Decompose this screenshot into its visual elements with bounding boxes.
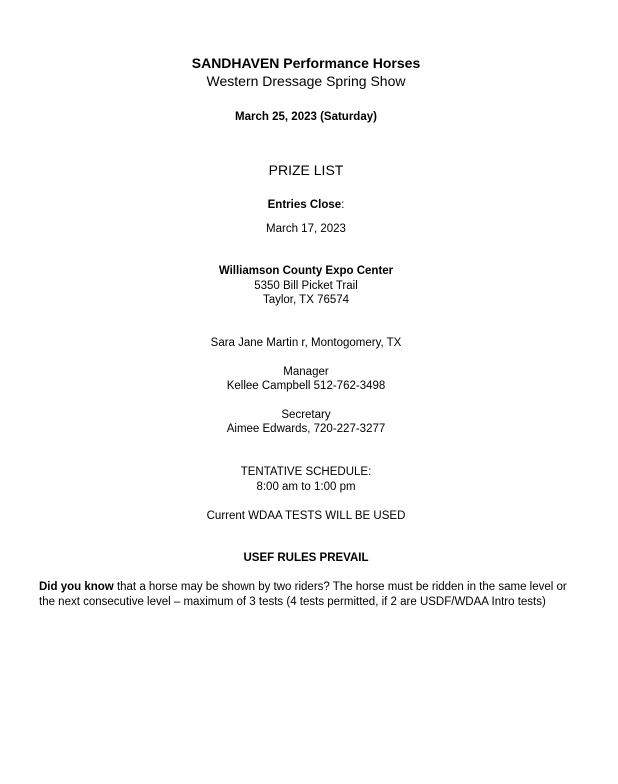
entries-close-heading (0, 198, 612, 212)
venue-street: 5350 Bill Picket Trail (254, 280, 358, 292)
judge-line: Sara Jane Martin r, Montogomery, TX (210, 337, 402, 349)
entries-close-label: Entries Close (267, 199, 342, 211)
manager-contact: Kellee Campbell 512-762-3498 (226, 380, 386, 392)
schedule-time: 8:00 am to 1:00 pm (256, 481, 356, 493)
organization-title: SANDHAVEN Performance Horses (191, 55, 421, 71)
venue-name: Williamson County Expo Center (218, 265, 394, 277)
venue-city: Taylor, TX 76574 (262, 294, 350, 306)
show-name: Western Dressage Spring Show (206, 73, 406, 89)
did-you-know-paragraph (39, 580, 584, 610)
prize-list-heading: PRIZE LIST (268, 162, 344, 178)
did-you-know-lead: Did you know (39, 581, 114, 593)
secretary-label: Secretary (281, 409, 331, 421)
tests-note: Current WDAA TESTS WILL BE USED (206, 510, 406, 522)
secretary-contact: Aimee Edwards, 720-227-3277 (226, 423, 386, 435)
rules-statement: USEF RULES PREVAIL (243, 552, 369, 564)
entries-close-colon: : (341, 199, 345, 211)
manager-label: Manager (283, 366, 329, 378)
did-you-know-text: that a horse may be shown by two riders? The horse must be ridden in the same level or the next consecutive level – maximum of 3 tests (4 tests permitted, if 2 are USDF/WDAA Intro tests) (39, 581, 567, 608)
schedule-label: TENTATIVE SCHEDULE: (240, 466, 372, 478)
entries-close-date: March 17, 2023 (266, 223, 346, 235)
show-date: March 25, 2023 (Saturday) (235, 111, 377, 123)
